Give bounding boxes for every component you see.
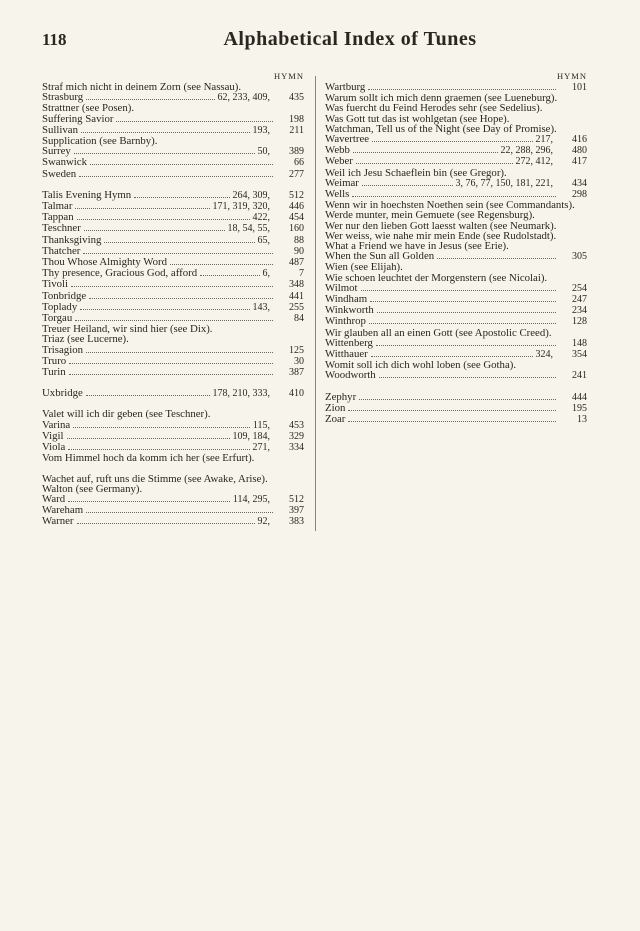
hymn-column-header: HYMN [557, 71, 587, 81]
index-entry: Wer weiss, wie nahe mir mein Ende (see Rudolstadt). [325, 229, 557, 242]
hymn-number: 512 [289, 189, 304, 201]
tune-name: Torgau [42, 312, 73, 325]
index-entry [325, 392, 587, 403]
tune-name: Zion [325, 401, 346, 414]
tune-name: When the Sun all Golden [325, 250, 435, 263]
entries-right [325, 82, 587, 425]
hymn-number: 480 [572, 145, 587, 157]
index-entry [325, 414, 587, 425]
dot-leader [80, 302, 249, 310]
dot-leader [376, 338, 556, 346]
hymn-number: 160 [289, 223, 304, 235]
tune-name: Wells [325, 188, 350, 201]
tune-name: Varina [42, 418, 71, 431]
dot-leader [69, 356, 273, 364]
index-entry: Vom Himmel hoch da komm ich her (see Erfurt). [42, 452, 255, 465]
index-entry [42, 388, 304, 399]
other-hymn-numbers: 6, [262, 268, 270, 280]
dot-leader [68, 494, 230, 502]
dot-leader [74, 146, 255, 154]
other-hymn-numbers: 271, [252, 442, 270, 454]
tune-name: Vigil [42, 429, 64, 442]
index-entry [42, 190, 304, 201]
index-entry: Triaz (see Lucerne). [42, 333, 129, 346]
other-hymn-numbers: 143, [252, 301, 270, 313]
index-column-right [325, 70, 587, 425]
tune-name: Zoar [325, 413, 346, 426]
index-entry [42, 201, 304, 212]
dot-leader [71, 279, 273, 287]
dot-leader [371, 349, 533, 357]
dot-leader [89, 291, 273, 299]
hymn-number: 446 [289, 201, 304, 213]
hymn-number: 66 [294, 157, 304, 169]
dot-leader [372, 134, 532, 142]
tune-name: Tivoli [42, 278, 69, 291]
other-hymn-numbers: 109, 184, [232, 430, 270, 442]
tune-name: Sullivan [42, 123, 78, 136]
tune-name: Uxbridge [42, 387, 83, 400]
dot-leader [369, 316, 556, 324]
tune-name: Winkworth [325, 304, 374, 317]
other-hymn-numbers: 50, [257, 146, 270, 158]
hymn-number: 125 [289, 344, 304, 356]
hymn-number: 7 [299, 268, 304, 280]
hymn-number: 383 [289, 516, 304, 528]
dot-leader [83, 246, 273, 254]
index-entry: Was fuercht du Feind Herodes sehr (see Sedelius). [325, 102, 543, 115]
dot-leader [81, 125, 250, 133]
dot-leader [348, 403, 556, 411]
tune-name: Wavertree [325, 133, 370, 146]
dot-leader [79, 169, 273, 177]
index-entry: Strattner (see Posen). [42, 102, 135, 115]
index-entry: Treuer Heiland, wir sind hier (see Dix). [42, 323, 213, 336]
hymn-number: 255 [289, 301, 304, 313]
tune-name: Windham [325, 293, 368, 306]
other-hymn-numbers: 193, [252, 124, 270, 136]
other-hymn-numbers: 22, 288, 296, [500, 145, 553, 157]
hymn-number: 435 [289, 92, 304, 104]
hymn-number: 198 [289, 113, 304, 125]
index-entry [42, 505, 304, 516]
index-entry: Straf mich nicht in deinem Zorn (see Nassau). [42, 81, 242, 93]
hymn-number: 247 [572, 294, 587, 306]
index-entry [42, 356, 304, 367]
index-entry: Valet will ich dir geben (see Teschner). [42, 408, 211, 421]
dot-leader [361, 283, 556, 291]
tune-name: Weimar [325, 176, 359, 189]
other-hymn-numbers: 217, [535, 134, 553, 146]
tune-name: Turin [42, 366, 66, 379]
tune-name: Suffering Savior [42, 112, 114, 125]
hymn-number: 512 [289, 493, 304, 505]
hymn-number: 444 [572, 391, 587, 403]
tune-name: Thanksgiving [42, 233, 102, 246]
section-gap [42, 464, 304, 474]
hymn-number: 241 [572, 370, 587, 382]
index-entry: Wir glauben all an einen Gott (see Apostolic Creed). [325, 326, 552, 339]
hymn-number: 88 [294, 234, 304, 246]
other-hymn-numbers: 171, 319, 320, [212, 201, 270, 213]
tune-name: Tappan [42, 211, 74, 224]
index-entry [325, 370, 587, 381]
index-entry [42, 268, 304, 279]
hymn-number: 84 [294, 313, 304, 325]
dot-leader [73, 420, 250, 428]
hymn-column-header: HYMN [274, 71, 304, 81]
dot-leader [116, 114, 273, 122]
tune-name: Thy presence, Gracious God, afford [42, 267, 198, 280]
page-title: Alphabetical Index of Tunes [223, 28, 477, 50]
index-entry: Weil ich Jesu Schaeflein bin (see Gregor). [325, 166, 507, 179]
tune-name: Surrey [42, 145, 71, 158]
hymn-number: 410 [289, 388, 304, 400]
index-entry [42, 169, 304, 180]
tune-name: Swanwick [42, 156, 87, 169]
tune-name: Wittenberg [325, 336, 373, 349]
index-entry: Walton (see Germany). [42, 482, 143, 495]
hymn-number: 128 [572, 316, 587, 328]
dot-leader [379, 370, 556, 378]
hymn-number: 195 [572, 402, 587, 414]
hymn-number: 434 [572, 177, 587, 189]
dot-leader [75, 313, 273, 321]
entries-left [42, 82, 304, 528]
hymn-number: 148 [572, 337, 587, 349]
dot-leader [368, 82, 556, 90]
index-entry [42, 516, 304, 527]
tune-name: Trisagion [42, 343, 83, 356]
dot-leader [75, 201, 209, 209]
tune-name: Truro [42, 354, 67, 367]
index-entry [42, 431, 304, 442]
other-hymn-numbers: 422, [252, 212, 270, 224]
index-entry [42, 223, 304, 234]
dot-leader [362, 178, 453, 186]
dot-leader [86, 345, 273, 353]
tune-name: Tonbridge [42, 289, 87, 302]
dot-leader [67, 431, 230, 439]
other-hymn-numbers: 62, 233, 409, [217, 92, 270, 104]
tune-name: Winthrop [325, 315, 366, 328]
dot-leader [200, 268, 259, 276]
index-entry [325, 403, 587, 414]
index-entry: What a Friend we have in Jesus (see Erie). [325, 240, 509, 253]
dot-leader [68, 442, 249, 450]
index-entry [325, 316, 587, 327]
index-entry [42, 157, 304, 168]
hymn-number: 329 [289, 430, 304, 442]
dot-leader [170, 257, 273, 265]
hymn-number: 387 [289, 367, 304, 379]
hymn-number: 354 [572, 349, 587, 361]
dot-leader [86, 505, 273, 513]
other-hymn-numbers: 178, 210, 333, [212, 388, 270, 400]
hymn-number: 417 [572, 156, 587, 168]
other-hymn-numbers: 264, 309, [232, 189, 270, 201]
tune-name: Ward [42, 492, 66, 505]
hymn-number: 101 [572, 82, 587, 93]
hymn-number: 277 [289, 168, 304, 180]
hymn-number: 211 [289, 124, 304, 136]
index-entry [325, 134, 587, 145]
dot-leader [377, 305, 556, 313]
index-entry [42, 279, 304, 290]
index-entry: Supplication (see Barnby). [42, 135, 158, 148]
tune-name: Thou Whose Almighty Word [42, 256, 167, 269]
dot-leader [86, 92, 214, 100]
index-entry [42, 235, 304, 246]
dot-leader [356, 156, 513, 164]
index-entry [42, 291, 304, 302]
tune-name: Zephyr [325, 390, 357, 403]
dot-leader [134, 190, 229, 198]
index-entry [42, 302, 304, 313]
index-entry: Wenn wir in hoechsten Noethen sein (see Commandants). [325, 199, 575, 212]
index-entry [42, 114, 304, 125]
dot-leader [77, 212, 250, 220]
tune-name: Strasburg [42, 91, 84, 104]
dot-leader [370, 294, 556, 302]
hymn-number: 305 [572, 251, 587, 263]
index-entry: Watchman, Tell us of the Night (see Day of Promise). [325, 122, 557, 135]
index-entry [325, 145, 587, 156]
index-entry: Wie schoen leuchtet der Morgenstern (see Nicolai). [325, 271, 548, 284]
tune-name: Sweden [42, 167, 77, 180]
hymn-number: 454 [289, 212, 304, 224]
other-hymn-numbers: 65, [257, 234, 270, 246]
tune-name: Toplady [42, 300, 78, 313]
tune-name: Viola [42, 441, 66, 454]
tune-name: Talmar [42, 200, 73, 213]
tune-name: Webb [325, 144, 350, 157]
dot-leader [359, 392, 556, 400]
hymn-number: 90 [294, 245, 304, 257]
other-hymn-numbers: 18, 54, 55, [227, 223, 270, 235]
hymn-number: 30 [294, 355, 304, 367]
hymn-number: 348 [289, 279, 304, 291]
index-entry: Was Gott tut das ist wohlgetan (see Hope). [325, 112, 510, 125]
index-entry [325, 178, 587, 189]
dot-leader [69, 367, 273, 375]
index-entry: Womit soll ich dich wohl loben (see Gotha). [325, 359, 517, 372]
hymn-number: 334 [289, 442, 304, 454]
dot-leader [84, 223, 225, 231]
hymn-number: 441 [289, 290, 304, 302]
other-hymn-numbers: 114, 295, [232, 493, 270, 505]
dot-leader [353, 145, 498, 153]
hymn-number: 234 [572, 305, 587, 317]
page-number: 118 [42, 30, 67, 49]
index-entry: Wien (see Elijah). [325, 261, 403, 274]
hymn-number: 254 [572, 282, 587, 294]
tune-name: Wartburg [325, 81, 366, 93]
index-entry [325, 156, 587, 167]
tune-name: Warner [42, 515, 74, 528]
other-hymn-numbers: 3, 76, 77, 150, 181, 221, [455, 177, 553, 189]
tune-name: Woodworth [325, 369, 376, 382]
index-entry: Wachet auf, ruft uns die Stimme (see Awake, Arise). [42, 472, 268, 485]
other-hymn-numbers: 272, 412, [515, 156, 553, 168]
dot-leader [348, 414, 556, 422]
other-hymn-numbers: 92, [257, 516, 270, 528]
index-column-left [42, 70, 304, 528]
dot-leader [86, 388, 210, 396]
dot-leader [77, 516, 255, 524]
hymn-number: 397 [289, 505, 304, 517]
hymn-number: 298 [572, 189, 587, 201]
other-hymn-numbers: 115, [252, 419, 270, 431]
index-entry: Werde munter, mein Gemuete (see Regensburg). [325, 209, 535, 222]
hymn-number: 487 [289, 257, 304, 269]
dot-leader [104, 235, 254, 243]
tune-name: Witthauer [325, 348, 368, 361]
index-entry: Wer nur den lieben Gott laesst walten (see Neumark). [325, 219, 557, 232]
index-entry: Warum sollt ich mich denn graemen (see Lueneburg). [325, 92, 558, 105]
tune-name: Weber [325, 155, 353, 168]
tune-name: Thatcher [42, 244, 81, 257]
index-entry [42, 420, 304, 431]
hymn-number: 416 [572, 134, 587, 146]
tune-name: Talis Evening Hymn [42, 188, 132, 201]
other-hymn-numbers: 324, [535, 349, 553, 361]
index-entry [42, 367, 304, 378]
tune-name: Wilmot [325, 281, 358, 294]
hymn-number: 453 [289, 419, 304, 431]
index-entry [42, 345, 304, 356]
dot-leader [437, 251, 556, 259]
column-divider [315, 76, 316, 531]
section-gap [325, 382, 587, 392]
hymn-number: 389 [289, 146, 304, 158]
tune-name: Teschner [42, 222, 81, 235]
dot-leader [90, 157, 273, 165]
index-entry [42, 212, 304, 223]
dot-leader [352, 189, 556, 197]
hymn-number: 13 [577, 414, 587, 426]
tune-name: Wareham [42, 504, 84, 517]
